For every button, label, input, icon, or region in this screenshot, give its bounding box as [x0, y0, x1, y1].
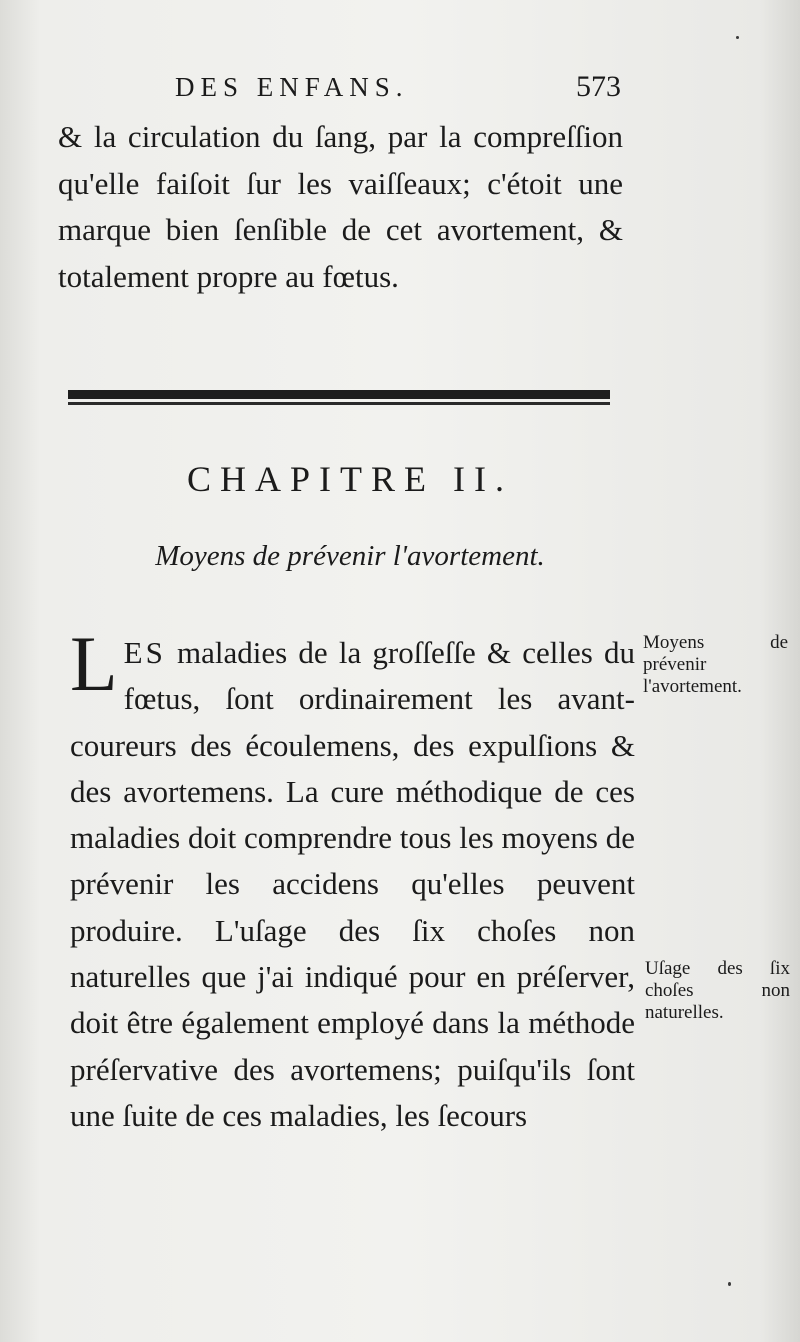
chapter-body	[70, 620, 635, 1139]
first-word-rest: ES	[123, 635, 166, 670]
running-head: DES ENFANS.	[175, 72, 409, 102]
continued-paragraph: & la circulation du ſang, par la compreſſion qu'elle faiſoit ſur les vaiſſeaux; c'étoit une marque bien ſenſible de cet avortement, & totalement propre au fœtus.	[58, 119, 623, 294]
page-number: 573	[576, 70, 621, 103]
chapter-divider	[68, 390, 610, 405]
page-header	[175, 72, 625, 112]
margin-note-six-things: Uſage des ſix choſes non naturelles.	[645, 958, 790, 1023]
chapter-title: CHAPITRE II.	[187, 459, 513, 499]
ink-speck	[728, 1282, 731, 1286]
ink-speck	[736, 36, 739, 39]
drop-cap: L	[70, 620, 118, 707]
body-text: maladies de la groſſeſſe & celles du fœtus, ſont ordinairement les avant-coureurs des écoulemens, des expulſions & des avortemens. La cure méthodique de ces maladies doit comprendre tous les moyens de prévenir les accidens qu'elles peuvent produire. L'uſage des ſix choſes non naturelles que j'ai indiqué pour en préſerver, doit être également employé dans la méthode préſervative des avortemens; puiſqu'ils ſont une ſuite de ces maladies, les ſecours	[70, 635, 635, 1133]
margin-note-prevention: Moyens de prévenir l'avortement.	[643, 632, 788, 697]
chapter-subtitle: Moyens de prévenir l'avortement.	[155, 540, 545, 572]
